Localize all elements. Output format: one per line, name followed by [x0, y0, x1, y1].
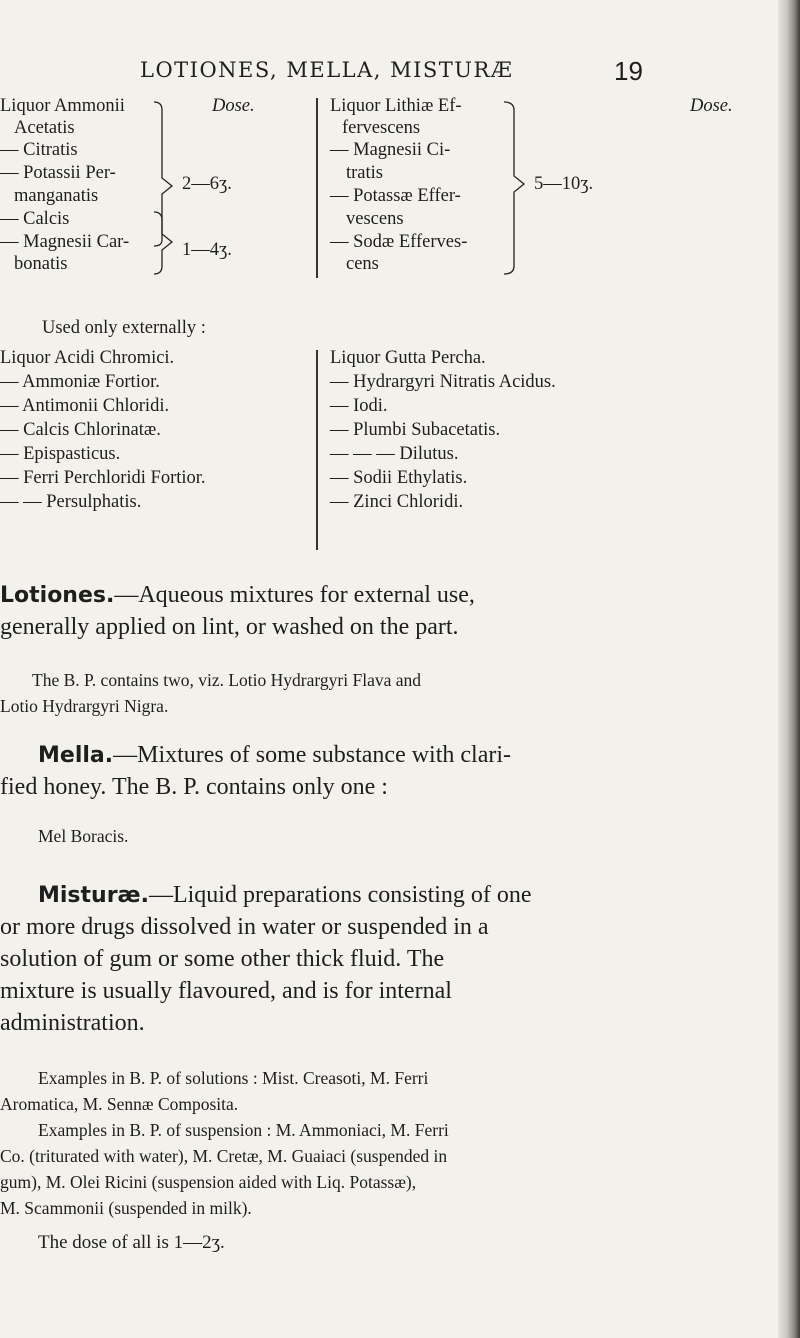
misturae-heading: Misturæ.	[38, 883, 149, 908]
list-item: Liquor Gutta Percha.	[330, 348, 486, 368]
list-item: — Zinci Chloridi.	[330, 492, 464, 512]
mella-text: —Mixtures of some substance with clari-	[113, 742, 512, 768]
table-row: cens	[346, 254, 379, 274]
dose-label: Dose.	[212, 96, 255, 116]
misturae-paragraph	[38, 882, 532, 909]
table-row: — Citratis	[0, 140, 78, 160]
table-row: — Potassii Per-	[0, 163, 116, 183]
misturae-text: —Liquid preparations consisting of one	[148, 882, 532, 908]
running-header: LOTIONES, MELLA, MISTURÆ	[140, 58, 514, 82]
misturae-example: Co. (triturated with water), M. Cretæ, M. Guaiaci (suspended in	[0, 1146, 448, 1166]
list-item: — Epispasticus.	[0, 444, 121, 464]
misturae-example: M. Scammonii (suspended in milk).	[0, 1198, 252, 1218]
table-row: — Potassæ Effer-	[330, 186, 461, 206]
mella-paragraph	[38, 742, 511, 769]
misturae-line: solution of gum or some other thick fluid. The	[0, 946, 445, 972]
misturae-example: Aromatica, M. Sennæ Composita.	[0, 1094, 239, 1114]
misturae-line: or more drugs dissolved in water or suspended in a	[0, 914, 489, 940]
table-row: — Calcis	[0, 209, 70, 229]
list-item: — — — Dilutus.	[330, 444, 459, 464]
mella-example: Mel Boracis.	[38, 826, 129, 846]
brace-icon	[150, 210, 184, 278]
lotiones-heading: Lotiones.	[0, 583, 115, 608]
table-row: fervescens	[342, 118, 421, 138]
dose-value: 1—4ʒ.	[182, 240, 232, 260]
table-row: — Sodæ Efferves-	[330, 232, 468, 252]
table-row: Liquor Ammonii	[0, 96, 125, 116]
mella-line: fied honey. The B. P. contains only one :	[0, 774, 388, 800]
mella-heading: Mella.	[38, 743, 114, 768]
misturae-example: gum), M. Olei Ricini (suspension aided with Liq. Potassæ),	[0, 1172, 417, 1192]
misturae-dose: The dose of all is 1—2ʒ.	[38, 1232, 225, 1253]
table-row: bonatis	[14, 254, 68, 274]
page-number: 19	[614, 56, 643, 86]
table-row: Acetatis	[14, 118, 75, 138]
list-item: — Ammoniæ Fortior.	[0, 372, 160, 392]
dose-value: 2—6ʒ.	[182, 174, 232, 194]
list-item: — Calcis Chlorinatæ.	[0, 420, 161, 440]
external-heading: Used only externally :	[42, 318, 206, 338]
dose-label: Dose.	[690, 96, 733, 116]
table-row: vescens	[346, 209, 404, 229]
misturae-example: Examples in B. P. of suspension : M. Ammoniaci, M. Ferri	[38, 1120, 449, 1140]
table-row: Liquor Lithiæ Ef-	[330, 96, 462, 116]
list-item: — Sodii Ethylatis.	[330, 468, 468, 488]
table-row: — Magnesii Car-	[0, 232, 130, 252]
dose-value: 5—10ʒ.	[534, 174, 594, 194]
list-item: — Antimonii Chloridi.	[0, 396, 170, 416]
table-row: — Magnesii Ci-	[330, 140, 451, 160]
misturae-line: administration.	[0, 1010, 145, 1036]
table-row: tratis	[346, 163, 383, 183]
list-item: — Ferri Perchloridi Fortior.	[0, 468, 206, 488]
misturae-line: mixture is usually flavoured, and is for internal	[0, 978, 452, 1004]
lotiones-note: The B. P. contains two, viz. Lotio Hydrargyri Flava and	[32, 670, 421, 690]
list-item: — Hydrargyri Nitratis Acidus.	[330, 372, 556, 392]
list-item: — — Persulphatis.	[0, 492, 142, 512]
list-item: — Plumbi Subacetatis.	[330, 420, 501, 440]
lotiones-note: Lotio Hydrargyri Nigra.	[0, 696, 169, 716]
column-divider	[316, 98, 318, 278]
lotiones-line: generally applied on lint, or washed on the part.	[0, 614, 459, 640]
page-edge-shadow	[778, 0, 800, 1338]
list-item: — Iodi.	[330, 396, 388, 416]
lotiones-paragraph	[0, 582, 475, 609]
table-row: manganatis	[14, 186, 99, 206]
lotiones-text: —Aqueous mixtures for external use,	[114, 582, 475, 608]
column-divider	[316, 350, 318, 550]
misturae-example: Examples in B. P. of solutions : Mist. Creasoti, M. Ferri	[38, 1068, 429, 1088]
list-item: Liquor Acidi Chromici.	[0, 348, 175, 368]
